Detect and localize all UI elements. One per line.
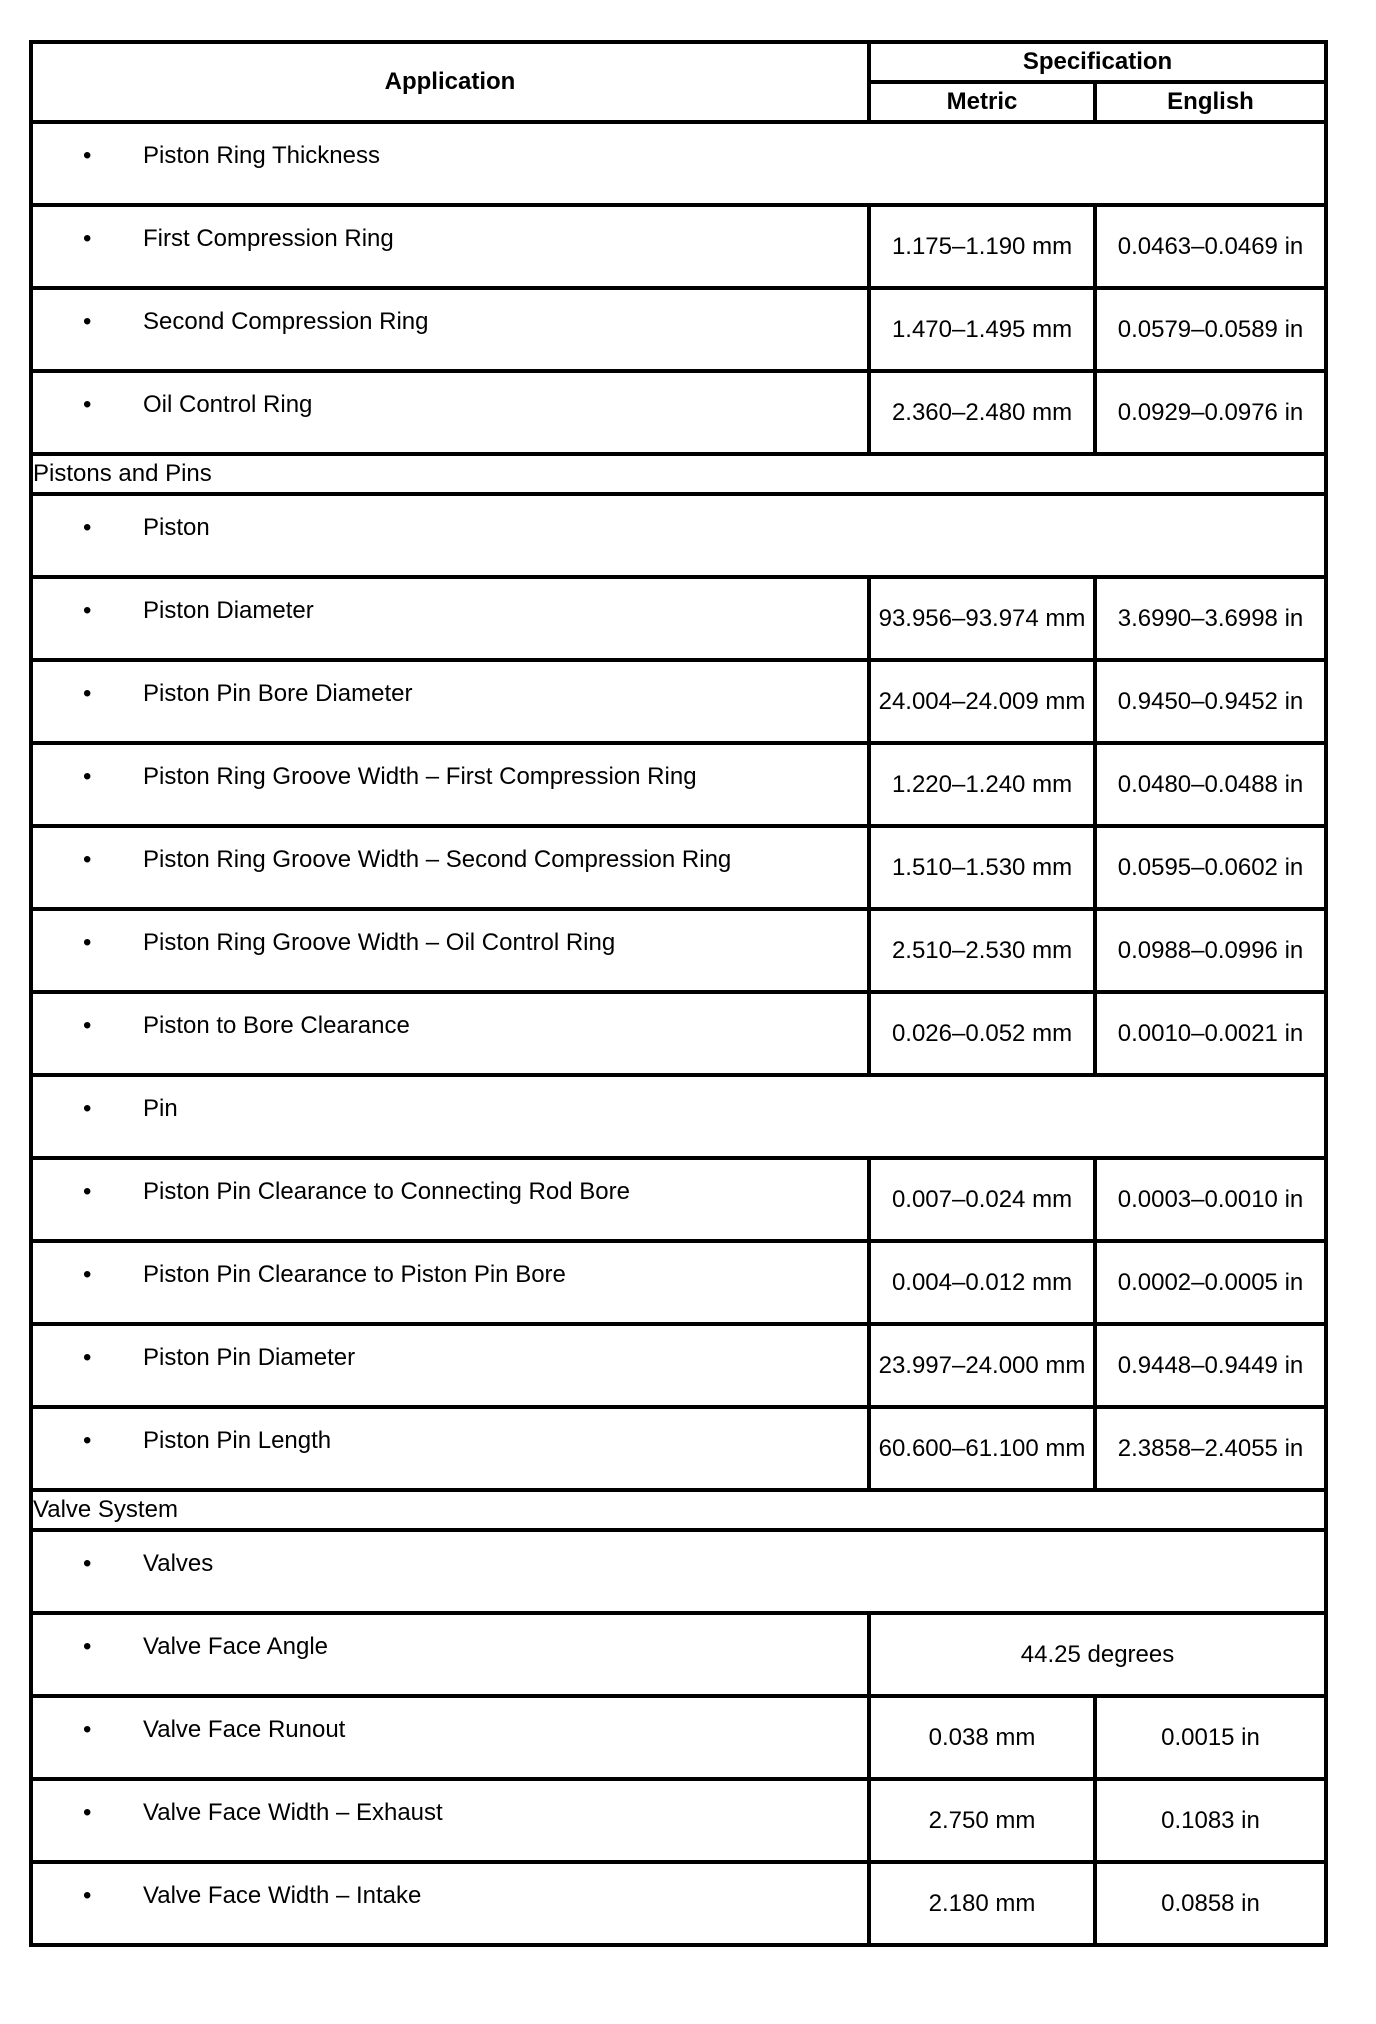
table-row — [31, 1696, 1326, 1779]
metric-value: 1.470–1.495 mm — [869, 288, 1095, 371]
english-value: 3.6990–3.6998 in — [1095, 577, 1326, 660]
application-cell — [31, 1241, 869, 1324]
table-row — [31, 992, 1326, 1075]
metric-value: 60.600–61.100 mm — [869, 1407, 1095, 1490]
bullet-icon: • — [83, 680, 92, 707]
table-row — [31, 288, 1326, 371]
table-row — [31, 1158, 1326, 1241]
bullet-icon: • — [83, 1261, 92, 1288]
row-label: Valve Face Angle — [143, 1633, 329, 1660]
table-row — [31, 1241, 1326, 1324]
bullet-icon: • — [83, 1633, 92, 1660]
application-cell — [31, 1613, 869, 1696]
row-label: Pin — [143, 1095, 178, 1122]
application-cell — [31, 205, 869, 288]
bullet-icon: • — [83, 1799, 92, 1826]
table-row — [31, 122, 1326, 205]
table-row — [31, 826, 1326, 909]
row-label: Piston to Bore Clearance — [143, 1012, 410, 1039]
application-header: Application — [31, 42, 869, 122]
row-label: Piston Pin Clearance to Connecting Rod Bore — [143, 1178, 630, 1205]
table-row — [31, 494, 1326, 577]
english-value: 2.3858–2.4055 in — [1095, 1407, 1326, 1490]
table-row — [31, 1407, 1326, 1490]
bullet-icon: • — [83, 1427, 92, 1454]
application-cell — [31, 1862, 869, 1945]
bullet-icon: • — [83, 1344, 92, 1371]
combined-value: 44.25 degrees — [869, 1613, 1326, 1696]
metric-value: 0.007–0.024 mm — [869, 1158, 1095, 1241]
metric-value: 0.026–0.052 mm — [869, 992, 1095, 1075]
metric-value: 2.360–2.480 mm — [869, 371, 1095, 454]
metric-value: 2.510–2.530 mm — [869, 909, 1095, 992]
bullet-icon: • — [83, 763, 92, 790]
english-value: 0.0003–0.0010 in — [1095, 1158, 1326, 1241]
metric-value: 93.956–93.974 mm — [869, 577, 1095, 660]
bullet-icon: • — [83, 308, 92, 335]
bullet-icon: • — [83, 142, 92, 169]
application-cell — [31, 1779, 869, 1862]
table-row — [31, 909, 1326, 992]
table-row — [31, 1075, 1326, 1158]
row-label: Second Compression Ring — [143, 308, 429, 335]
metric-value: 0.004–0.012 mm — [869, 1241, 1095, 1324]
bullet-icon: • — [83, 225, 92, 252]
row-label: Piston Pin Length — [143, 1427, 332, 1454]
specification-header: Specification — [869, 42, 1326, 82]
table-row — [31, 577, 1326, 660]
section-row — [31, 454, 1326, 494]
row-label: Piston Pin Clearance to Piston Pin Bore — [143, 1261, 566, 1288]
english-value: 0.0595–0.0602 in — [1095, 826, 1326, 909]
specification-table — [29, 40, 1328, 1947]
bullet-icon: • — [83, 1716, 92, 1743]
metric-value: 2.750 mm — [869, 1779, 1095, 1862]
metric-value: 23.997–24.000 mm — [869, 1324, 1095, 1407]
application-cell — [31, 826, 869, 909]
application-cell — [31, 1075, 1326, 1158]
table-row — [31, 1613, 1326, 1696]
metric-value: 1.220–1.240 mm — [869, 743, 1095, 826]
application-cell — [31, 371, 869, 454]
row-label: Piston Ring Groove Width – Second Compression Ring — [143, 846, 732, 873]
application-cell — [31, 909, 869, 992]
english-value: 0.0010–0.0021 in — [1095, 992, 1326, 1075]
row-label: Piston Pin Diameter — [143, 1344, 356, 1371]
english-value: 0.0988–0.0996 in — [1095, 909, 1326, 992]
application-cell — [31, 743, 869, 826]
application-cell — [31, 1407, 869, 1490]
row-label: Piston Ring Thickness — [143, 142, 380, 169]
metric-header: Metric — [869, 82, 1095, 122]
bullet-icon: • — [83, 1095, 92, 1122]
english-value: 0.0858 in — [1095, 1862, 1326, 1945]
bullet-icon: • — [83, 1178, 92, 1205]
table-row — [31, 1530, 1326, 1613]
bullet-icon: • — [83, 514, 92, 541]
english-value: 0.9448–0.9449 in — [1095, 1324, 1326, 1407]
table-row — [31, 1862, 1326, 1945]
english-value: 0.1083 in — [1095, 1779, 1326, 1862]
row-label: Valves — [143, 1550, 214, 1577]
application-cell — [31, 660, 869, 743]
table-row — [31, 660, 1326, 743]
row-label: First Compression Ring — [143, 225, 394, 252]
application-cell — [31, 1696, 869, 1779]
table-row — [31, 205, 1326, 288]
bullet-icon: • — [83, 929, 92, 956]
english-value: 0.0463–0.0469 in — [1095, 205, 1326, 288]
header-row — [31, 42, 1326, 82]
english-value: 0.9450–0.9452 in — [1095, 660, 1326, 743]
application-cell — [31, 1324, 869, 1407]
english-value: 0.0015 in — [1095, 1696, 1326, 1779]
english-value: 0.0929–0.0976 in — [1095, 371, 1326, 454]
bullet-icon: • — [83, 1012, 92, 1039]
metric-value: 1.510–1.530 mm — [869, 826, 1095, 909]
section-heading-pistons-and-pins: Pistons and Pins — [31, 454, 1326, 494]
metric-value: 1.175–1.190 mm — [869, 205, 1095, 288]
row-label: Piston Ring Groove Width – First Compression Ring — [143, 763, 697, 790]
application-cell — [31, 992, 869, 1075]
english-value: 0.0579–0.0589 in — [1095, 288, 1326, 371]
application-cell — [31, 1158, 869, 1241]
row-label: Piston Pin Bore Diameter — [143, 680, 413, 707]
table-row — [31, 1779, 1326, 1862]
section-row — [31, 1490, 1326, 1530]
english-header: English — [1095, 82, 1326, 122]
row-label: Piston Diameter — [143, 597, 314, 624]
row-label: Valve Face Runout — [143, 1716, 346, 1743]
metric-value: 0.038 mm — [869, 1696, 1095, 1779]
english-value: 0.0480–0.0488 in — [1095, 743, 1326, 826]
bullet-icon: • — [83, 597, 92, 624]
bullet-icon: • — [83, 846, 92, 873]
row-label: Valve Face Width – Exhaust — [143, 1799, 443, 1826]
row-label: Oil Control Ring — [143, 391, 313, 418]
bullet-icon: • — [83, 1882, 92, 1909]
application-cell — [31, 494, 1326, 577]
row-label: Piston Ring Groove Width – Oil Control Ring — [143, 929, 616, 956]
application-cell — [31, 288, 869, 371]
section-heading-valve-system: Valve System — [31, 1490, 1326, 1530]
english-value: 0.0002–0.0005 in — [1095, 1241, 1326, 1324]
application-cell — [31, 122, 1326, 205]
table-row — [31, 371, 1326, 454]
row-label: Piston — [143, 514, 210, 541]
application-cell — [31, 577, 869, 660]
table-row — [31, 743, 1326, 826]
bullet-icon: • — [83, 1550, 92, 1577]
bullet-icon: • — [83, 391, 92, 418]
table-row — [31, 1324, 1326, 1407]
metric-value: 2.180 mm — [869, 1862, 1095, 1945]
metric-value: 24.004–24.009 mm — [869, 660, 1095, 743]
row-label: Valve Face Width – Intake — [143, 1882, 422, 1909]
application-cell — [31, 1530, 1326, 1613]
